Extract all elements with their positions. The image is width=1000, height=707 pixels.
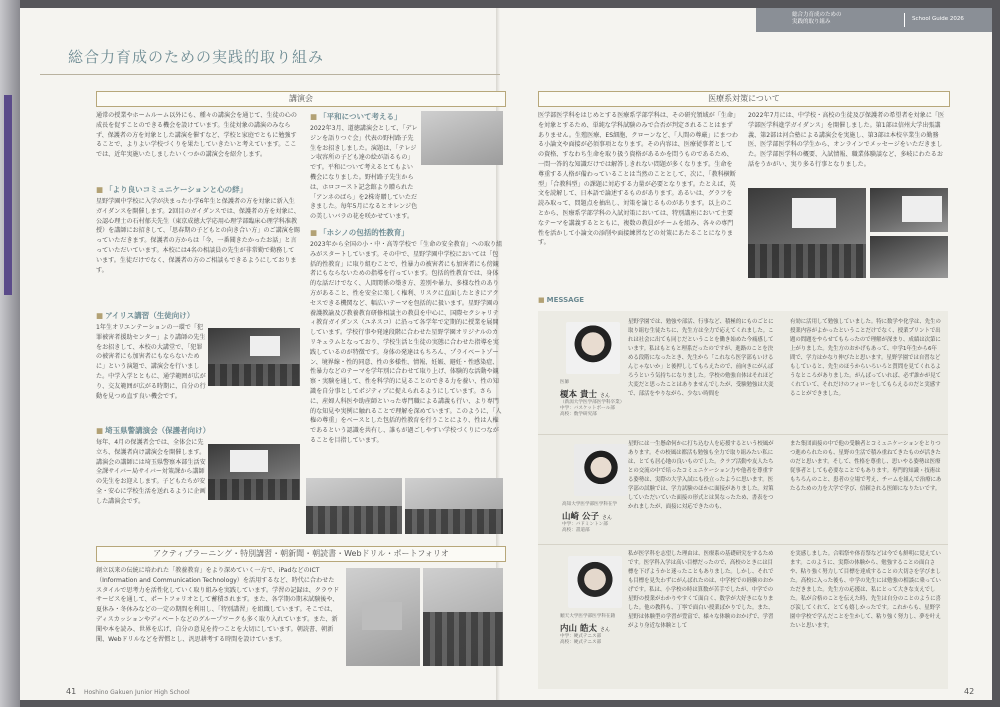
honorific-2: さん (601, 515, 612, 521)
audience-2 (208, 479, 300, 500)
guidance-screen (792, 198, 836, 228)
ipad-photo (346, 568, 420, 666)
right-folio: 42 (964, 687, 975, 696)
tablet (362, 602, 402, 630)
message-label: ■ MESSAGE (538, 296, 584, 304)
name-1 (560, 388, 610, 400)
club-1a: 中学：バスケットボール部 (560, 406, 615, 411)
page-title: 総合力育成のための実践的取り組み (68, 48, 325, 66)
club-1b: 高校：数学研究部 (560, 412, 597, 417)
police-lecture-photo (208, 444, 300, 500)
sub3-title: ■ 埼玉県警講演会（保護者向け） (96, 425, 210, 436)
sub4-text: 2022年3月、道徳講演会として、「デレジンを語りつぐ会」代表の野村路子先生をお招きしました。演題は、「テレジン収容所の子ども達の絵が語るもの」です。平和について考えるとてもよい機会になりました。野村路子先生からは、ホロコースト記念館より贈られた「アンネのばら」を2株寄贈していただきました。毎年5月になるとオレンジ色の美しいバラの花を咲かせています。 (310, 125, 418, 221)
students-2 (405, 509, 503, 534)
projector-screen-2 (230, 450, 268, 472)
name-3-text: 内山 皓太 (560, 624, 597, 634)
name-3 (560, 622, 610, 634)
sub3-text: 毎年、4月の保護者会では、全体会に先立ち、保護者向け講演会を開催します。講演会の講師には埼玉県警察本部生活安全課サイバー局サイバー対策課から講師の先生をお迎えします。子どもたちが安全・安心に学校生活を送れるように企画した講演会です。 (96, 439, 206, 505)
club-3a: 中学：硬式テニス部 (560, 634, 602, 639)
affiliation-1 (560, 400, 624, 418)
active-heading: アクティブラーニング・特別講習・朝新聞・朝読書・Webドリル・ポートフォリオ (96, 546, 506, 562)
sub2-text: 1年生オリエンテーションの一環で「犯罪被害者援助センター」より講師の先生をお招きして、本校の大講堂で、「犯罪の被害者にも加害者にもならないために」という演題で、講演会を行いました。中学入学とともに、通学範囲が広がり、交友範囲が広がる時期に、自分の行動を見つめ直す良い機会です。 (96, 324, 206, 400)
students-1 (306, 506, 402, 534)
header-line-2: 実践的取り組み (792, 19, 831, 25)
book-edge (0, 0, 20, 707)
honorific-3: さん (599, 627, 610, 633)
classroom-photo-1 (306, 478, 402, 534)
active-text: 創立以来の伝統に培われた「教養教育」をより深めていく一方で、iPadなどのICT（Information and Communication Technology）を活用するなど、時代に合わせたスタイルで思考力を活性化していく取り組みを実践しています。学習の記録は、クラウドサービスを通して、ポートフォリオとして蓄積されます。また、各学期の期末試験後や、夏休み・冬休みなどの一定の期間を利用し、「特別講習」を組織しています。そこでは、ディスカッションやディベートなどのグループワークも多く取り入れています。また、新聞や本を読み、世界を広げ、自分の意見を持つことを大切にしています。朝読書、朝新聞、Webドリルなどを習慣とし、汎思耕考する時間を設けています。 (96, 567, 340, 643)
affiliation-2 (562, 522, 608, 534)
message-2a: 星野には一生懸命何かに打ち込む人を応援するという校風があります。その校風は都活も勉強も全力で取り組みたい私には、とても居心地の良いものでした。クラブ活動や友人たちとの交流の中で培ったコミュニケーション力や他者を尊重する姿勢は、実際の大学入試にも役立ったように思います。医学部の試験では、学力試験のほかに面接がありました。対策していただいていた面接の形式とは異なったため、書表をつかれましたが、面接に対応できたのも、 (628, 441, 774, 510)
name-1-text: 榎本 貴士 (560, 390, 597, 400)
club-2b: 高校：書道部 (562, 528, 590, 533)
affiliation-3 (560, 634, 601, 646)
lecture-hall-photo (208, 328, 300, 386)
name-2-text: 山崎 公子 (562, 512, 599, 522)
honorific-1: さん (599, 393, 610, 399)
group-study-photo (423, 568, 503, 666)
online-message-photo (870, 188, 948, 232)
speaker-photo (870, 236, 948, 278)
medical-text-1: 医学部医学科をはじめとする医療系学部学科は、その研究領域が「生命」を対象とするため、単純な学科試験のみで合否が判定されることはまずありません。生殖医療、ES細胞、クローンなど、「人間の尊厳」にまつわる小論文や面接が必須事項となります。その内容は、医療従事者としての資格、すなわち生命を取り扱う資格があるかを問うものであるため、一問一答的な知識だけでは解答しきれない問題が多くなります。生命を尊重する人格が備わっていることは当然のこととして、次に、「教科横断型」「合教科型」の課題に対応する力量が必要となります。たとえば、英文を読解して、日本語で論述するものがあります。あるいは、グラフを読み取って、問題点を抽出し、対策を論じるものがあります。以上のことから、医療系学部学科の入試対策においては、特別講座において主要なテーマを講義するとともに、複数の教員がチームを組み、各々の専門性を活かして小論文の添削や面接練習などの対策にあたることになります。 (538, 112, 738, 247)
title-rule (40, 74, 500, 75)
lectures-intro: 通常の授業やホームルーム以外にも、種々の講演会を通じて、生徒の心の成長を促すことのできる機会を設けています。生徒対象の講演のみならず、保護者の方を対象とした講演を催すなど、学校と家庭でともに勉強することで、よりよい学校づくりを果たしていきたいと考えています。ここでは、近年実施いたしましたいくつかの講演会を紹介します。 (96, 112, 297, 159)
projector-screen (250, 336, 280, 356)
club-2a: 中学：バドミントン部 (562, 522, 608, 527)
online-screen (902, 196, 942, 222)
rose-photo (421, 111, 503, 165)
role-2: 高知大学医学部医学科在学 (562, 502, 618, 507)
guidance-audience (748, 244, 866, 278)
message-2b: また集団面接の中で他の受験者とコミュニケーションをとりつつ進められたのも、星野の生活で積み重ねてきたものが活きたのだと思います。そして、性格を尊重し、思いやる姿勢は医療従事者としても必要なことでもあります。専門的知識・技術はもちろんのこと、患者の立場で考え、チームを組んで治療にあたるための力を大学で学び、信頼される医師になりたいです。 (790, 441, 942, 492)
header-line-1: 総合力育成のための (792, 12, 842, 18)
medical-text-2: 2022年7月には、中学校・高校の生徒及び保護者の希望者を対象に「医学部医学科進学ガイダンス」を開催しました。第1部は信州大学出張講義、第2部は河合塾による講演会を実施し、第3部は本校卒業生の勤務医、医学部医学科の学生から、オンラインでメッセージをいただきました。医学部医学科の概要、入試情報、職業体験談など、多岐にわたるお話をうかがい、実り多る行事となりました。 (748, 112, 945, 168)
edge-band (4, 95, 12, 295)
sub5-title: ■ 「ホシノの包括的性教育」 (310, 227, 409, 238)
portrait-enomoto (566, 322, 620, 374)
right-header-bar (756, 8, 992, 32)
message-divider-2 (538, 544, 948, 545)
role-3: 順天大学医学部医学科在籍 (560, 614, 616, 619)
lectures-heading: 講演会 (96, 91, 506, 107)
affiliation-1-text: （新潟大学医学部医学科卒業） (560, 400, 625, 405)
left-school-name: Hoshino Gakuen Junior High School (84, 689, 190, 696)
header-guide: School Guide 2026 (912, 16, 964, 22)
medical-heading: 医療系対策について (538, 91, 950, 107)
message-1b: 有効に活用して勉強していました。特に数学や化学は、先生の授業内容がよかったということだけでなく、授業プリントで出題の問題をやらせてもらったので理解が深まり、成績は次第に上がりました。先生方のおかげもあって、中学1年生から6年間で、学力はかなり伸びたと思います。星野学園では自習などもしていると、先生のほうからいろいろと質問を見てくれるようなところがありました。がんばっていれば、必ず誰かが見てくれていて、それだけのフォローをしてもらえるのだと実感することができました。 (790, 319, 941, 397)
portrait-uchiyama (568, 556, 622, 608)
classroom-photo-2 (405, 478, 503, 534)
left-folio: 41 (66, 687, 77, 696)
sub2-title: ■ アイリス講習（生徒向け） (96, 310, 194, 321)
name-2 (562, 510, 612, 522)
message-divider-1 (538, 434, 948, 435)
sub1-title: ■ 「より良いコミュニケーションと心の絆」 (96, 184, 247, 195)
header-divider (904, 13, 905, 27)
message-1a: 星野学園では、勉強や部活、行事など、積極的にものごとに取り組む生徒たちに、先生方は全力で応えてくれました。これは社会に出ても同じだということを働き始めた今痛感しています。私はもともと理系だったのですが、進路のことを決める段階になったとき、先生から「これなら医学部もいけるんじゃないか」と後押ししてもらえたので、前向きにがんばろうという気持ちになりました。学校の勉強自体はそれほど大変だと思ったことはありませんでしたが、受験勉強は大変で、部活をやりながら、少ない時間を (628, 319, 774, 397)
message-3b: を実感しました。合唱祭や体育祭などは今でも鮮明に覚えています。このように、実際の体験から、勉強することの面白さや、粘り強く努力して目標を達成することの大切さを学びました。高校に入った後も、中学の先生には勉強の相談に乗っていただきました。先生方の応援は、私にとって大きな支えでした。私が合格のことを伝えた時、先生は自分のことのように喜び涙してくれて、とても嬉しかったです。これからも、星野学園中学校で学んだことを生かして、粘り強く努力し、夢を叶えたいと思います。 (790, 551, 941, 629)
guidance-hall-photo (748, 188, 866, 278)
header-section-title (792, 12, 842, 26)
audience (208, 364, 300, 386)
sub1-text: 星野学園中学校に入学が決まった小学6年生と保護者の方を対象に新入生ガイダンスを開催します。2回目のガイダンスでは、保護者の方を対象に、公認心理士の石村郁夫先生（東京成徳大学応用心理学部臨床心理学科准教授）を講師にお招きして、「思春期の子どもとの向き合い方」のご講演を賜っていただきます。保護者の方からは「今、一番聞きたかったお話」と言っていただいています。本校には4名の相談員の先生が非常勤で勤務しています。生徒だけでなく、保護者の方のご相談もできるようにしております。 (96, 198, 300, 274)
study-group (423, 612, 503, 666)
sub5-text: 2023年から全国の小・中・高等学校で「生命の安全教育」への取り組みがスタートしています。その中で、星野学園中学校においては「包括的性教育」に取り組むことで、性暴力の被害者にも加害者にも傍観者にもならないための指導を行っています。包括的性教育では、身体的な話だけでなく、人間関係の築き方、差別や暴力、多様な性のあり方があること、性を安全に楽しく権利、リスクに直面したときにアクセスできる機関など、幅広いテーマを包括的に扱います。星野学園の養護教諭及び教養教育研修相談主の教員を中心に、国際セクシャリティ教育ガイダンス（ユネスコ）に沿って各学年で定期的に授業を展開しています。学校行事や発達段階に合わせた星野学園オリジナルのカリキュラムとなっており、学校生活と生徒の実態に合わせた指導を実践しているのが特徴です。身体の発達はもちろん、プライベートゾーン、境界線・性的同意、性の多様性、情報、妊娠、避妊・性感染症、性暴力などのテーマを学年別に合わせて取り上げ、体験的な活動や観察・実験を通して、性を科学的に見ることのできる力を養い、性の知識を自分事としてポジティブに捉えられるようにしています。さらに、産婦人科医や助産師といった専門職による講義も行い、より専門的な知見や実例に触れることで理解を深めています。このように、「人権の尊重」をベースとした包括的性教育を行うことにより、性は人権であるという認識を共有し、誰もが過ごしやすい学校づくりにつながることを目指しています。 (310, 241, 503, 444)
sub4-title: ■ 「平和について考える」 (310, 111, 401, 122)
portrait-yamazaki (574, 444, 628, 496)
club-3b: 高校：硬式テニス部 (560, 640, 602, 645)
message-3a: 私が医学科を志望した理由は、医療系の基礎研究をするためです。医学科入学は高い目標だったので、高校のときには目標を下げようかと迷ったこともありました。しかし、それでも目標を見失わずにがんばれたのは、中学校での経験のおかげです。私は、小学校の時は算数が苦手でしたが、中学での星野の授業がわかりやすくて面白く、数学が大好きになりました。他の教科も、丁寧で面白い授業ばかりでした。また、星野は体験型の学習が豊富で、様々な体験のおかげで、学習がより身近な体験として (628, 551, 774, 629)
role-1: 医師 (560, 380, 570, 385)
